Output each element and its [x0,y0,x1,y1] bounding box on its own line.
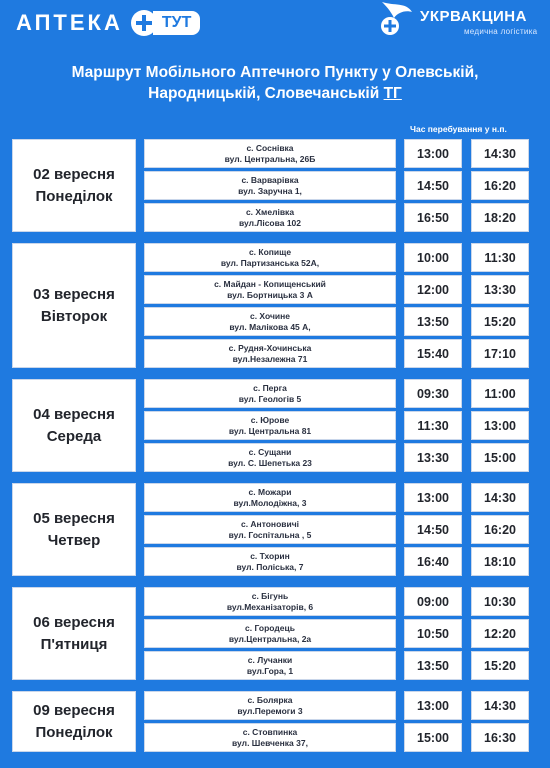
apteka-logo-tut: ТУТ [153,11,201,35]
arrival-time: 09:30 [404,379,462,408]
address-cell [144,723,396,752]
departure-time: 15:20 [471,651,529,680]
ukrvakcyna-subtitle: медична логістика [464,27,538,36]
arrival-time: 15:00 [404,723,462,752]
day-group [12,243,536,368]
day-weekday: П'ятниця [40,635,108,653]
apteka-tut-logo [16,8,200,38]
address-cell [144,619,396,648]
day-group [12,587,536,680]
street-address: вул. Центральна 81 [228,425,312,436]
arrival-time: 12:00 [404,275,462,304]
street-address: вул. Поліська, 7 [236,561,304,572]
village-name: с. Бігунь [251,590,289,601]
table-row [12,483,536,512]
arrival-time: 14:50 [404,171,462,200]
table-row [12,203,536,232]
apteka-logo-word: АПТЕКА [16,10,123,35]
day-date: 06 вересня [33,613,115,631]
arrival-time: 11:30 [404,411,462,440]
table-row [12,547,536,576]
street-address: вул.Молодіжна, 3 [233,497,307,508]
street-address: вул. Госпітальна , 5 [228,529,312,540]
day-date: 03 вересня [33,285,115,303]
table-row [12,619,536,648]
arrival-time: 16:50 [404,203,462,232]
village-name: с. Хочине [249,310,290,321]
day-date: 09 вересня [33,701,115,719]
pharmacy-cross-icon [131,10,157,36]
street-address: вул. Бортницька 3 А [227,289,313,300]
table-row [12,651,536,680]
departure-time: 12:20 [471,619,529,648]
address-cell [144,307,396,336]
village-name: с. Лучанки [247,654,293,665]
departure-time: 16:20 [471,171,529,200]
address-cell [144,139,396,168]
arrival-time: 13:50 [404,651,462,680]
header [0,0,550,50]
day-group [12,691,536,752]
departure-time: 17:10 [471,339,529,368]
street-address: вул.Лісова 102 [238,217,302,228]
departure-time: 14:30 [471,691,529,720]
address-cell [144,411,396,440]
arrival-time: 13:00 [404,139,462,168]
street-address: вул. Заручна 1, [238,185,302,196]
departure-time: 10:30 [471,587,529,616]
address-cell [144,203,396,232]
day-date: 02 вересня [33,165,115,183]
street-address: вул. С. Шепетька 23 [228,457,312,468]
village-name: с. Антоновичі [240,518,300,529]
address-cell [144,515,396,544]
table-row [12,275,536,304]
ukrvakcyna-emblem-icon [376,0,414,40]
departure-time: 18:10 [471,547,529,576]
page-title-line-2-main: Народницькій, Словечанській [148,85,384,102]
page-title-line-2 [20,83,530,104]
day-date: 05 вересня [33,509,115,527]
day-weekday: Четвер [47,531,101,549]
table-row [12,411,536,440]
village-name: с. Хмелівка [245,206,295,217]
page-title [20,62,530,104]
address-cell [144,691,396,720]
village-name: с. Соснівка [246,142,294,153]
page-title-line-1: Маршрут Мобільного Аптечного Пункту у Олевській, [71,64,479,81]
village-name: с. Варварівка [241,174,299,185]
street-address: вул. Геологів 5 [238,393,302,404]
day-group [12,379,536,472]
departure-time: 11:30 [471,243,529,272]
address-cell [144,275,396,304]
departure-time: 15:20 [471,307,529,336]
street-address: вул. Партизанська 52А, [220,257,320,268]
address-cell [144,547,396,576]
village-name: с. Можари [248,486,292,497]
day-group [12,483,536,576]
village-name: с. Городець [245,622,295,633]
departure-time: 16:20 [471,515,529,544]
day-weekday: Вівторок [40,307,108,325]
street-address: вул. Центральна, 26Б [224,153,316,164]
village-name: с. Юрове [250,414,290,425]
address-cell [144,483,396,512]
village-name: с. Перга [253,382,287,393]
page-title-tg: ТГ [383,85,402,102]
departure-time: 13:00 [471,411,529,440]
address-cell [144,651,396,680]
arrival-time: 13:00 [404,691,462,720]
address-cell [144,339,396,368]
village-name: с. Майдан - Копищенський [214,278,326,289]
departure-time: 11:00 [471,379,529,408]
departure-time: 13:30 [471,275,529,304]
table-row [12,443,536,472]
street-address: вул.Незалежна 71 [232,353,308,364]
table-row [12,339,536,368]
street-address: вул. Малікова 45 А, [229,321,311,332]
departure-time: 14:30 [471,139,529,168]
street-address: вул. Шевченка 37, [232,737,308,748]
arrival-time: 10:50 [404,619,462,648]
arrival-time: 13:00 [404,483,462,512]
arrival-time: 14:50 [404,515,462,544]
village-name: с. Стовпинка [242,726,298,737]
day-date: 04 вересня [33,405,115,423]
table-row [12,139,536,168]
ukrvakcyna-logo [372,0,550,44]
address-cell [144,243,396,272]
arrival-time: 09:00 [404,587,462,616]
table-row [12,243,536,272]
table-row [12,307,536,336]
table-row [12,171,536,200]
village-name: с. Сущани [248,446,292,457]
street-address: вул.Перемоги 3 [237,705,303,716]
day-weekday: Понеділок [35,187,113,205]
departure-time: 18:20 [471,203,529,232]
departure-time: 16:30 [471,723,529,752]
village-name: с. Тхорин [250,550,290,561]
table-row [12,691,536,720]
day-group [12,139,536,232]
arrival-time: 16:40 [404,547,462,576]
departure-time: 14:30 [471,483,529,512]
day-weekday: Понеділок [35,723,113,741]
table-row [12,587,536,616]
street-address: вул.Гора, 1 [246,665,294,676]
departure-time: 15:00 [471,443,529,472]
address-cell [144,171,396,200]
arrival-time: 15:40 [404,339,462,368]
table-row [12,379,536,408]
table-row [12,723,536,752]
arrival-time: 13:50 [404,307,462,336]
address-cell [144,443,396,472]
street-address: вул.Механізаторів, 6 [226,601,314,612]
village-name: с. Копище [248,246,292,257]
address-cell [144,379,396,408]
table-row [12,515,536,544]
village-name: с. Рудня-Хочинська [228,342,312,353]
arrival-time: 13:30 [404,443,462,472]
street-address: вул.Центральна, 2а [228,633,312,644]
stay-time-header: Час перебування у н.п. [410,124,507,134]
arrival-time: 10:00 [404,243,462,272]
address-cell [144,587,396,616]
village-name: с. Болярка [247,694,293,705]
day-weekday: Середа [46,427,102,445]
ukrvakcyna-name: УКРВАКЦИНА [420,8,527,25]
